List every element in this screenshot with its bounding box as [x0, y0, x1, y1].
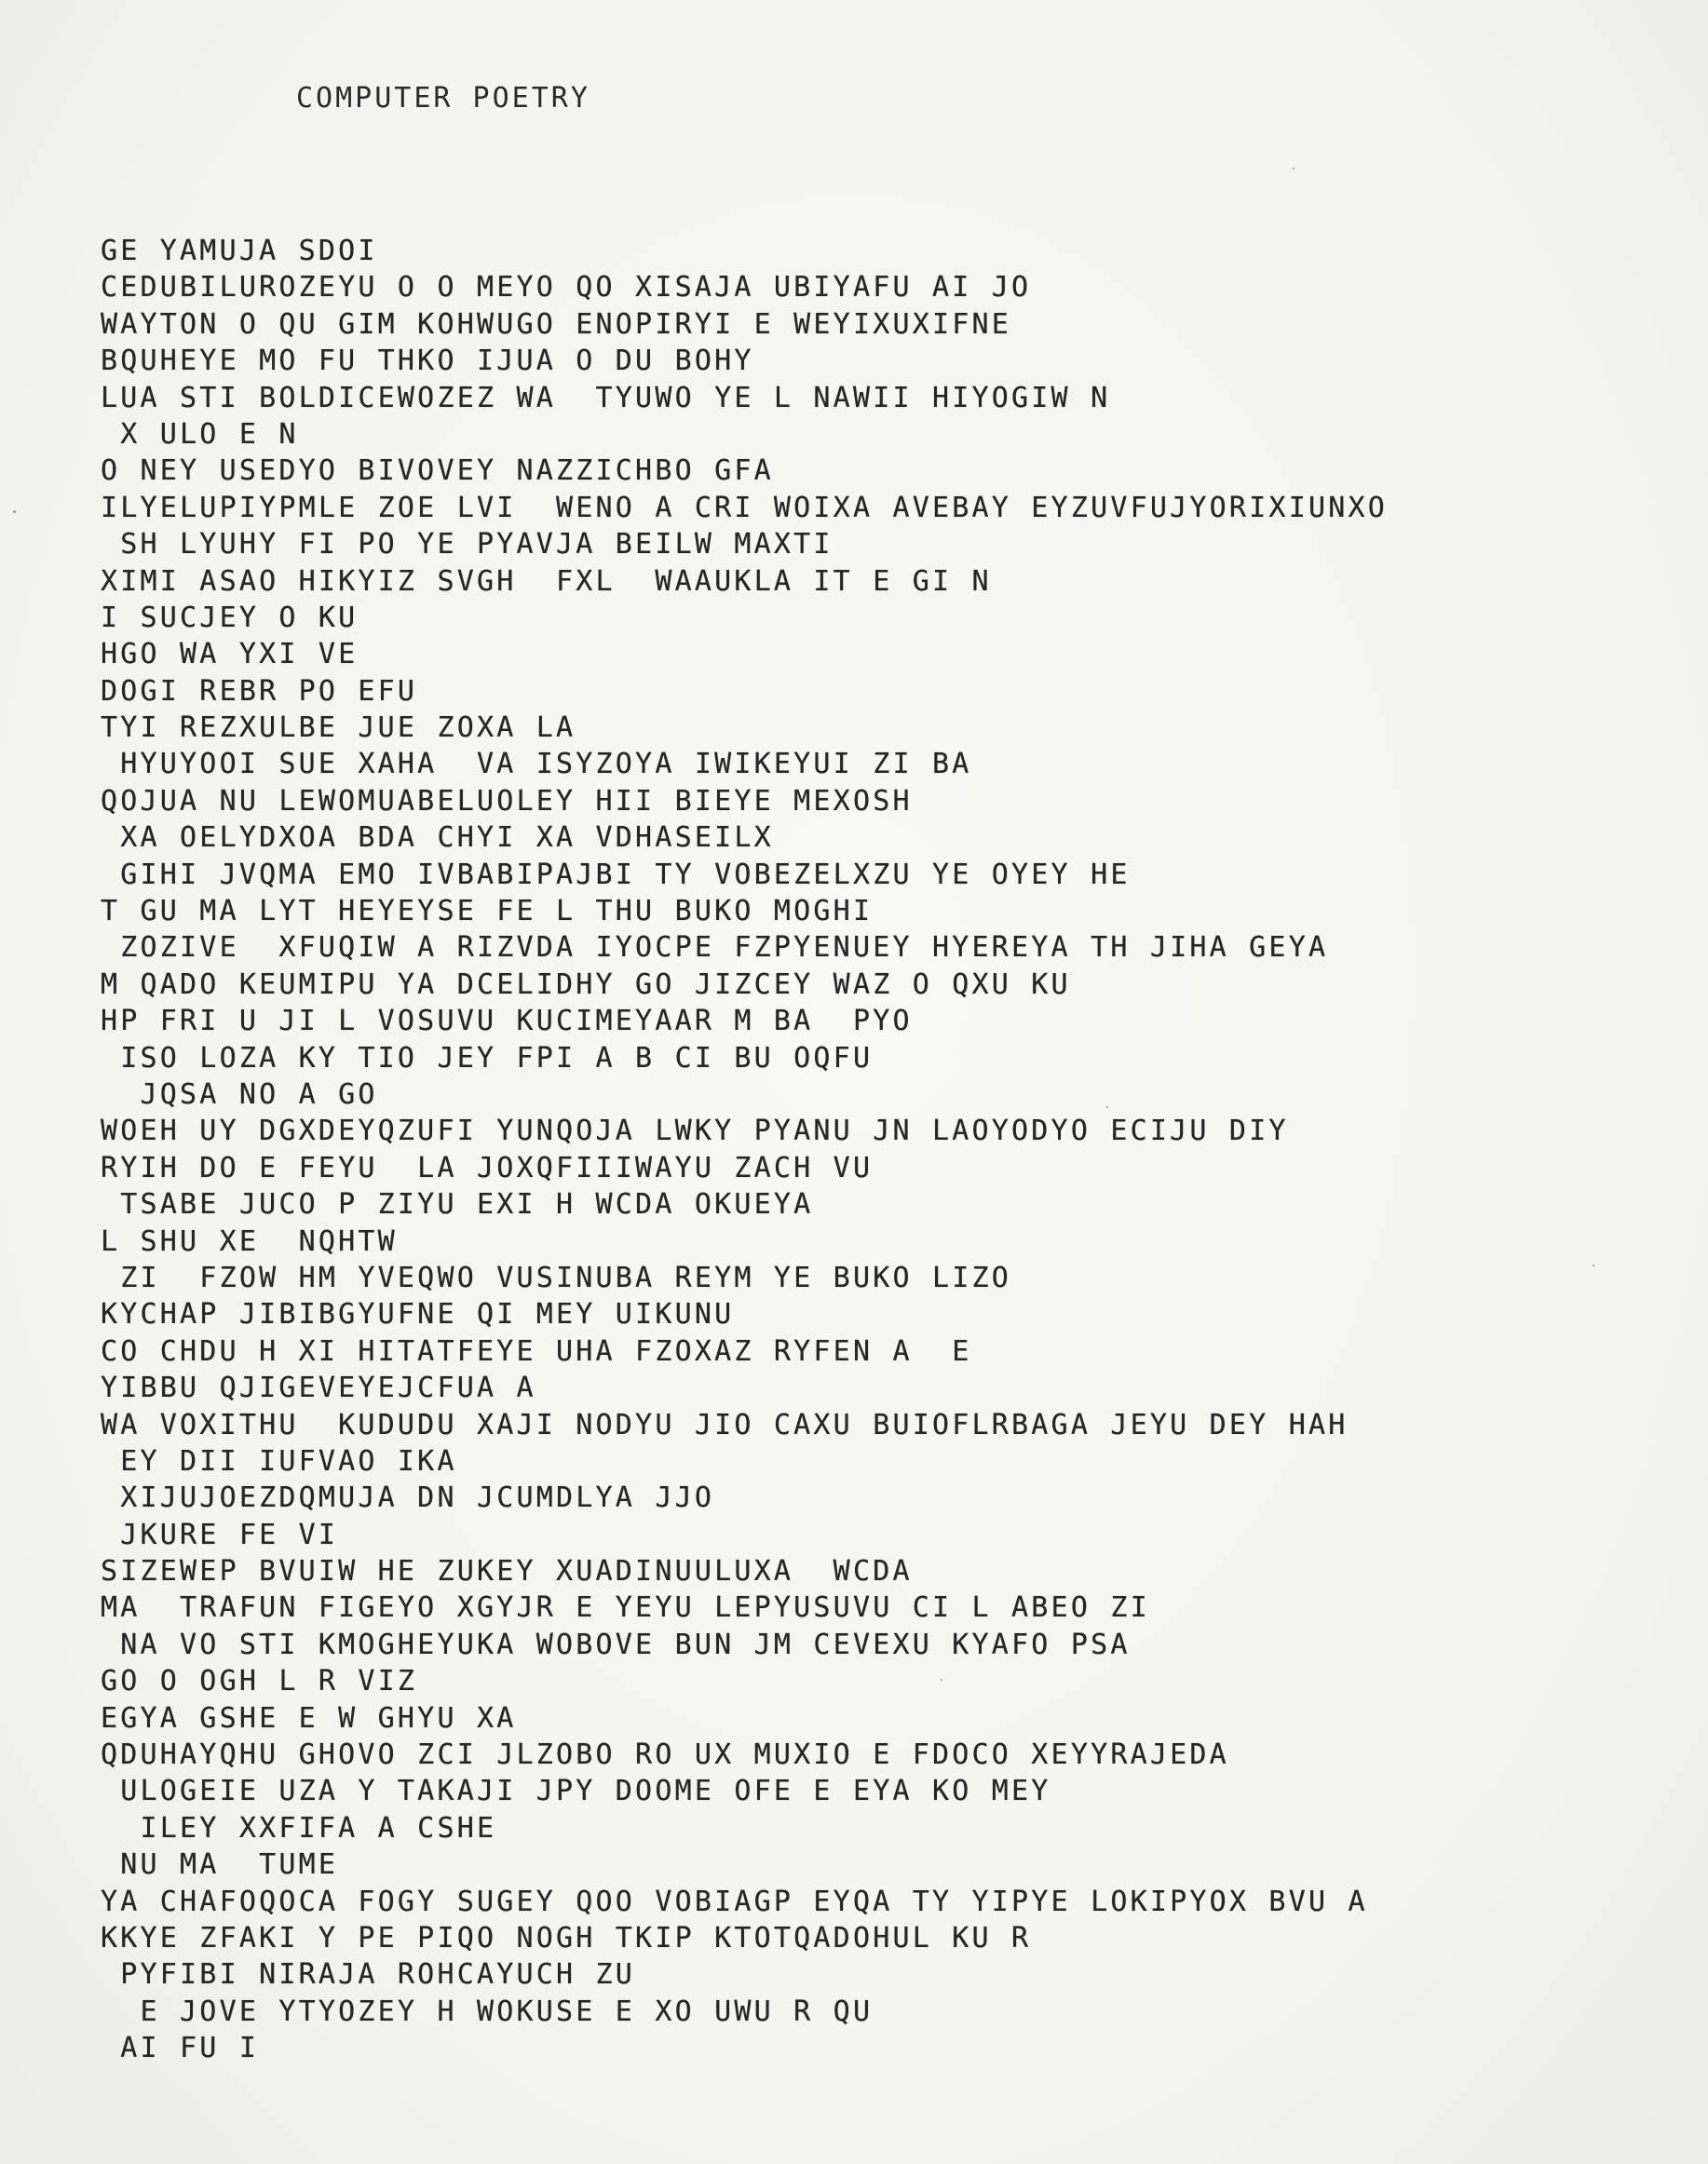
paper-speck: [13, 510, 16, 513]
poem-line: ZI FZOW HM YVEQWO VUSINUBA REYM YE BUKO LIZO: [101, 1261, 1012, 1294]
poem-line: TSABE JUCO P ZIYU EXI H WCDA OKUEYA: [101, 1188, 814, 1222]
poem-line: XA OELYDXOA BDA CHYI XA VDHASEILX: [101, 821, 774, 855]
poem-line: EY DII IUFVAO IKA: [101, 1444, 457, 1478]
poem-line: YA CHAFOQOCA FOGY SUGEY QOO VOBIAGP EYQA TY YIPYE LOKIPYOX BVU A: [101, 1885, 1368, 1918]
poem-line: GIHI JVQMA EMO IVBABIPAJBI TY VOBEZELXZU YE OYEY HE: [101, 858, 1131, 891]
poem-line: LUA STI BOLDICEWOZEZ WA TYUWO YE L NAWII HIYOGIW N: [101, 381, 1111, 414]
poem-line: JKURE FE VI: [101, 1518, 339, 1551]
poem-line: I SUCJEY O KU: [101, 601, 359, 634]
paper-speck: [1593, 1265, 1594, 1266]
poem-line: ISO LOZA KY TIO JEY FPI A B CI BU OQFU: [101, 1041, 874, 1075]
poem-body: [101, 233, 1684, 2067]
poem-line: CO CHDU H XI HITATFEYE UHA FZOXAZ RYFEN A E: [101, 1334, 972, 1368]
poem-line: O NEY USEDYO BIVOVEY NAZZICHBO GFA: [101, 454, 774, 488]
poem-line: DOGI REBR PO EFU: [101, 674, 418, 708]
poem-line: ZOZIVE XFUQIW A RIZVDA IYOCPE FZPYENUEY HYEREYA TH JIHA GEYA: [101, 931, 1329, 965]
poem-line: BQUHEYE MO FU THKO IJUA O DU BOHY: [101, 345, 754, 378]
poem-line: X ULO E N: [101, 417, 299, 451]
poem-line: NA VO STI KMOGHEYUKA WOBOVE BUN JM CEVEXU KYAFO PSA: [101, 1628, 1131, 1661]
poem-line: ILEY XXFIFA A CSHE: [101, 1811, 497, 1845]
poem-line: M QADO KEUMIPU YA DCELIDHY GO JIZCEY WAZ O QXU KU: [101, 967, 1071, 1001]
poem-line: KYCHAP JIBIBGYUFNE QI MEY UIKUNU: [101, 1298, 735, 1332]
poem-line: YIBBU QJIGEVEYEJCFUA A: [101, 1372, 536, 1405]
poem-line: CEDUBILUROZEYU O O MEYO QO XISAJA UBIYAFU AI JO: [101, 271, 1032, 304]
poem-line: XIMI ASAO HIKYIZ SVGH FXL WAAUKLA IT E GI N: [101, 564, 992, 598]
paper-speck: [1106, 1106, 1108, 1108]
paper-speck: [1293, 168, 1295, 169]
poem-line: WAYTON O QU GIM KOHWUGO ENOPIRYI E WEYIXUXIFNE: [101, 307, 1012, 341]
poem-line: GE YAMUJA SDOI: [101, 235, 378, 267]
poem-line: WA VOXITHU KUDUDU XAJI NODYU JIO CAXU BUIOFLRBAGA JEYU DEY HAH: [101, 1408, 1349, 1441]
poem-line: XIJUJOEZDQMUJA DN JCUMDLYA JJO: [101, 1481, 715, 1515]
poem-line: WOEH UY DGXDEYQZUFI YUNQOJA LWKY PYANU JN LAOYODYO ECIJU DIY: [101, 1115, 1289, 1148]
poem-line: ILYELUPIYPMLE ZOE LVI WENO A CRI WOIXA AVEBAY EYZUVFUJYORIXIUNXO: [101, 491, 1388, 524]
paper-speck: [941, 1679, 942, 1681]
poem-line: QOJUA NU LEWOMUABELUOLEY HII BIEYE MEXOSH: [101, 784, 913, 818]
poem-line: GO O OGH L R VIZ: [101, 1665, 418, 1698]
page-title: COMPUTER POETRY: [296, 82, 590, 115]
poem-line: JQSA NO A GO: [101, 1077, 378, 1111]
poem-line: ULOGEIE UZA Y TAKAJI JPY DOOME OFE E EYA KO MEY: [101, 1775, 1051, 1808]
poem-line: HP FRI U JI L VOSUVU KUCIMEYAAR M BA PYO: [101, 1005, 913, 1038]
poem-line: KKYE ZFAKI Y PE PIQO NOGH TKIP KTOTQADOHUL KU R: [101, 1921, 1032, 1954]
poem-line: RYIH DO E FEYU LA JOXQFIIIWAYU ZACH VU: [101, 1151, 874, 1184]
poem-line: MA TRAFUN FIGEYO XGYJR E YEYU LEPYUSUVU CI L ABEO ZI: [101, 1591, 1150, 1625]
poem-line: QDUHAYQHU GHOVO ZCI JLZOBO RO UX MUXIO E FDOCO XEYYRAJEDA: [101, 1738, 1229, 1772]
poem-line: EGYA GSHE E W GHYU XA: [101, 1701, 517, 1735]
poem-line: E JOVE YTYOZEY H WOKUSE E XO UWU R QU: [101, 1995, 874, 2028]
poem-line: NU MA TUME: [101, 1848, 339, 1882]
poem-line: T GU MA LYT HEYEYSE FE L THU BUKO MOGHI: [101, 895, 874, 928]
poem-line: SH LYUHY FI PO YE PYAVJA BEILW MAXTI: [101, 528, 834, 561]
poem-line: L SHU XE NQHTW: [101, 1224, 398, 1258]
poem-line: TYI REZXULBE JUE ZOXA LA: [101, 711, 576, 745]
poem-line: AI FU I: [101, 2032, 260, 2065]
poem-line: HYUYOOI SUE XAHA VA ISYZOYA IWIKEYUI ZI BA: [101, 748, 972, 781]
poem-line: SIZEWEP BVUIW HE ZUKEY XUADINUULUXA WCDA: [101, 1555, 913, 1589]
poem-line: HGO WA YXI VE: [101, 638, 359, 671]
poem-line: PYFIBI NIRAJA ROHCAYUCH ZU: [101, 1958, 636, 1992]
